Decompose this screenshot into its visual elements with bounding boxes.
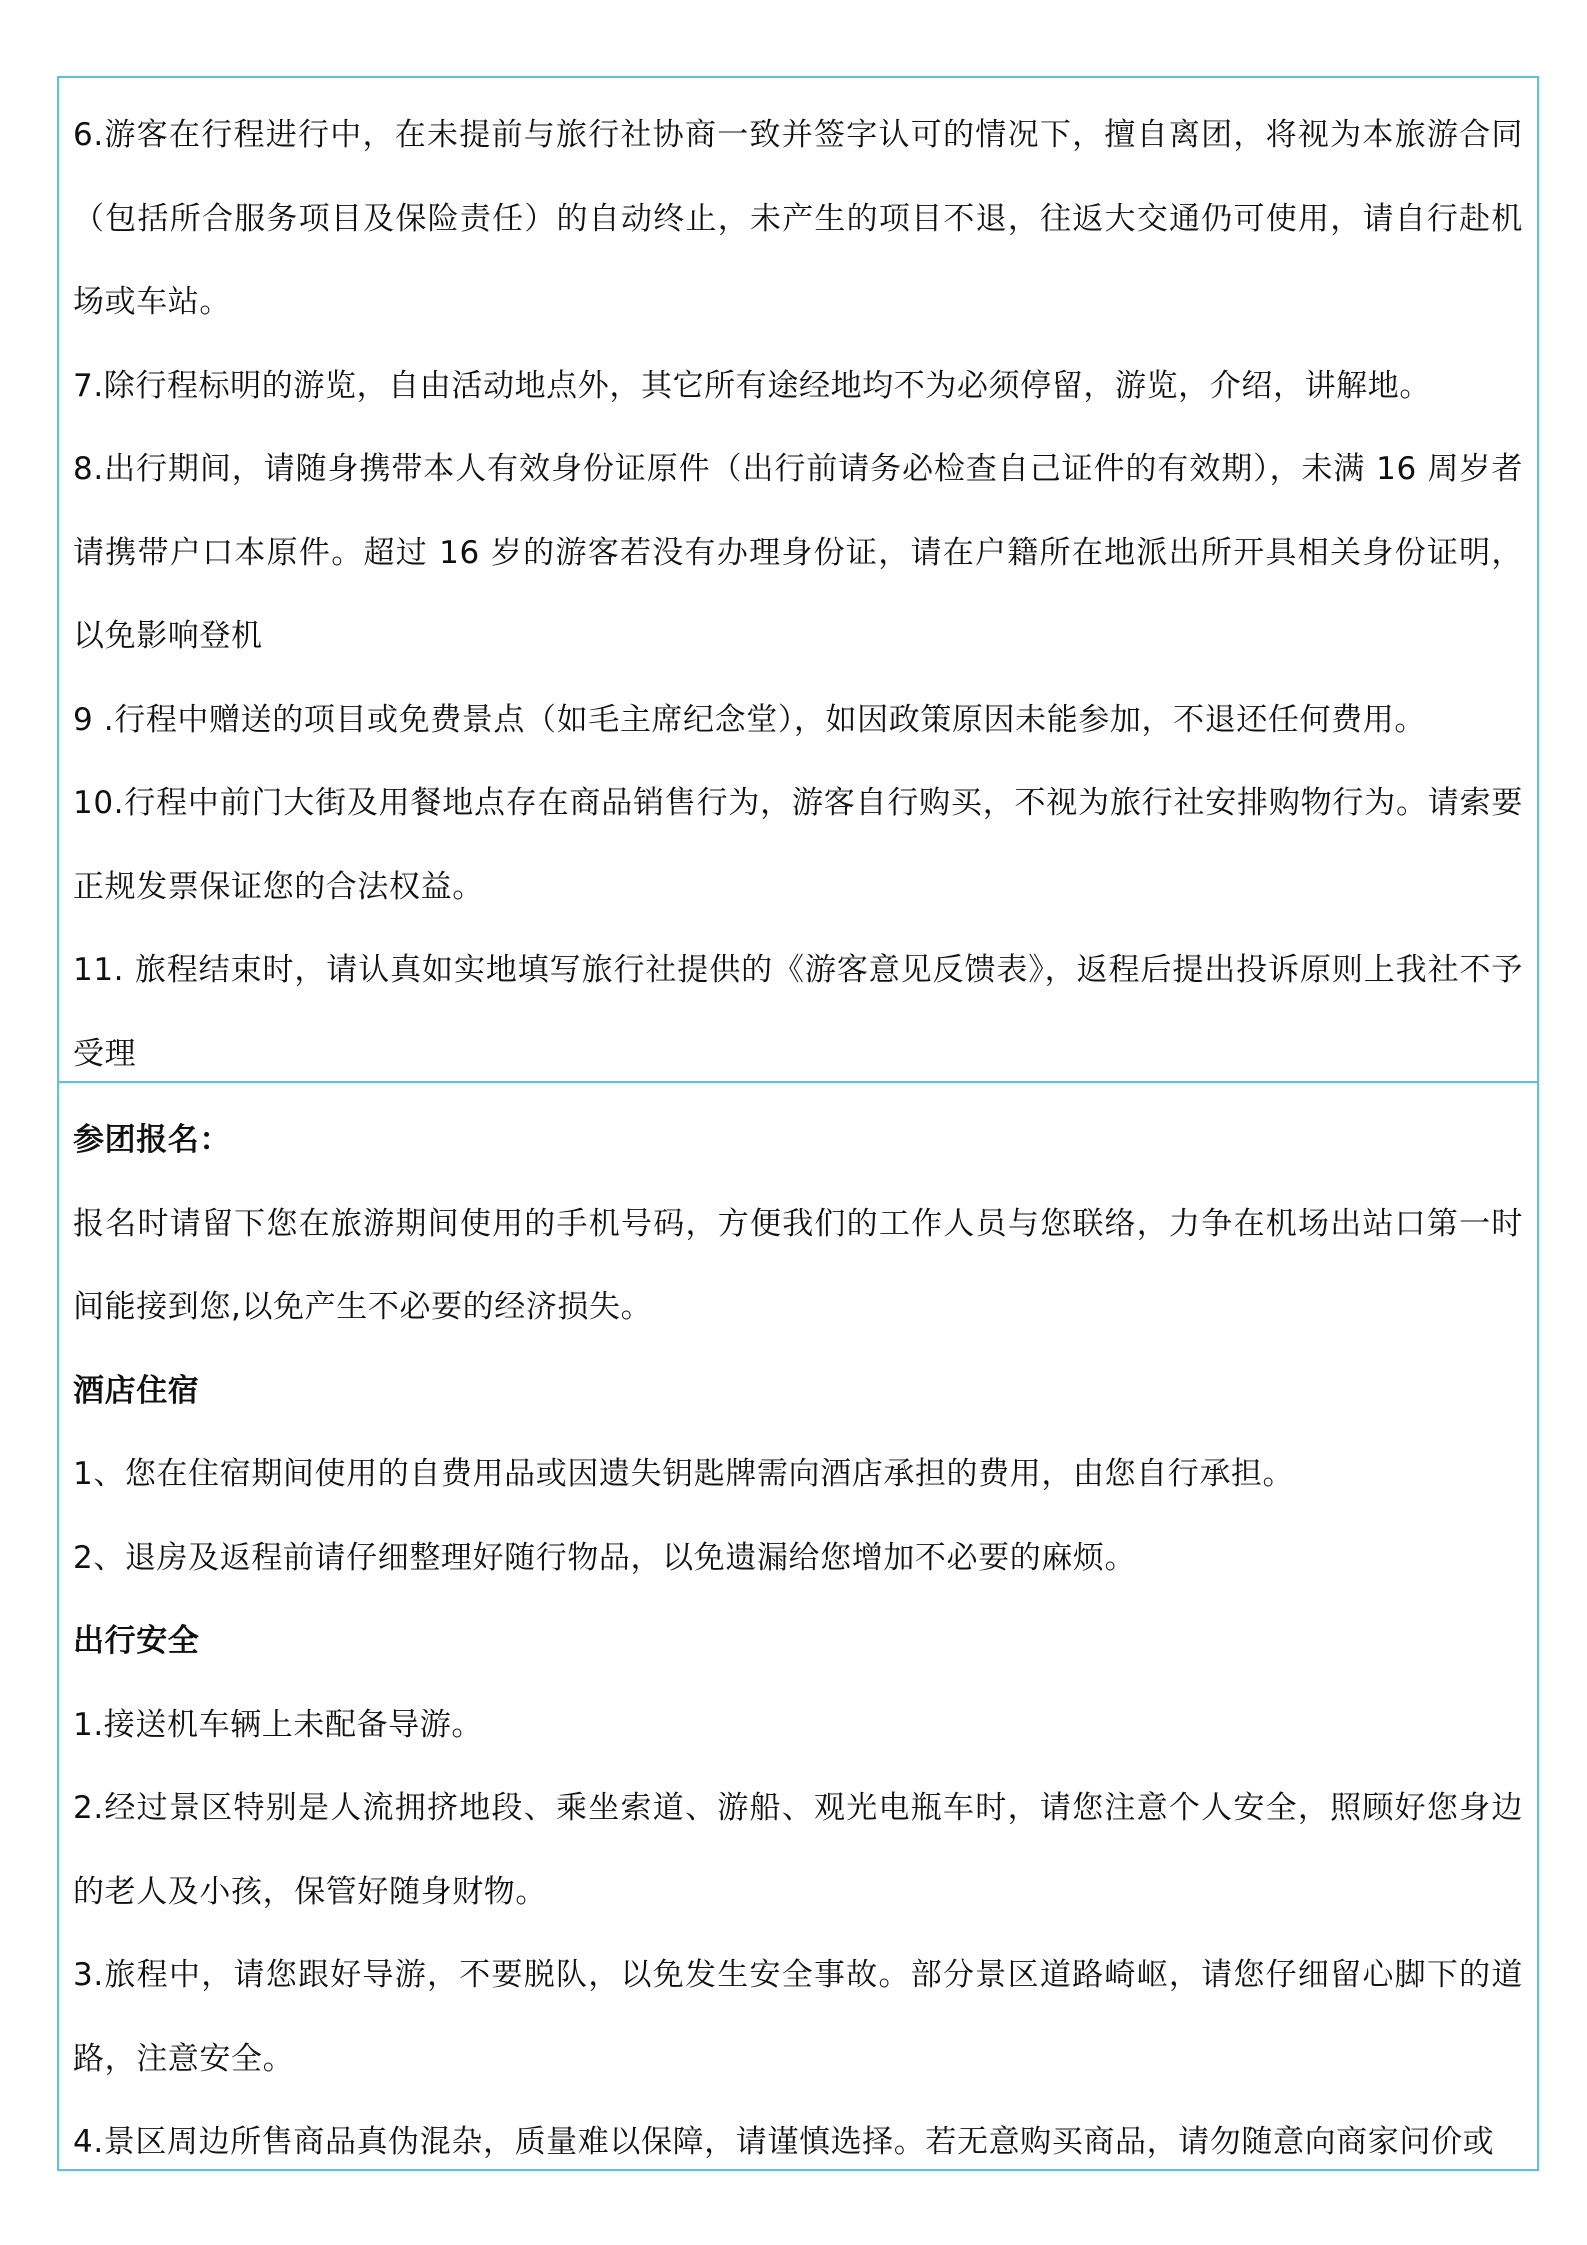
safety-item-4: 4.景区周边所售商品真伪混杂，质量难以保障，请谨慎选择。若无意购买商品，请勿随意向商家问价或 [73, 2124, 1495, 2160]
notes-cell [59, 78, 1537, 1081]
registration-text: 报名时请留下您在旅游期间使用的手机号码，方便我们的工作人员与您联络，力争在机场出站口第一时间能接到您,以免产生不必要的经济损失。 [73, 1205, 1523, 1325]
hotel-item-1: 1、您在住宿期间使用的自费用品或因遗失钥匙牌需向酒店承担的费用，由您自行承担。 [73, 1456, 1295, 1492]
note-item-11: 11. 旅程结束时，请认真如实地填写旅行社提供的《游客意见反馈表》，返程后提出投诉原则上我社不予受理 [73, 952, 1523, 1072]
guidelines-cell [59, 1083, 1537, 2169]
note-item-9: 9 .行程中赠送的项目或免费景点（如毛主席纪念堂），如因政策原因未能参加，不退还任何费用。 [73, 701, 1426, 738]
note-item-6: 6.游客在行程进行中，在未提前与旅行社协商一致并签字认可的情况下，擅自离团，将视为本旅游合同（包括所合服务项目及保险责任）的自动终止，未产生的项目不退，往返大交通仍可使用，请自行赴机场或车站。 [73, 117, 1523, 320]
safety-item-1: 1.接送机车辆上未配备导游。 [73, 1706, 483, 1743]
safety-heading: 出行安全 [73, 1623, 200, 1659]
hotel-item-2: 2、退房及返程前请仔细整理好随行物品，以免遗漏给您增加不必要的麻烦。 [73, 1539, 1137, 1576]
safety-item-2: 2.经过景区特别是人流拥挤地段、乘坐索道、游船、观光电瓶车时，请您注意个人安全，照顾好您身边的老人及小孩，保管好随身财物。 [73, 1790, 1523, 1910]
note-item-8: 8.出行期间，请随身携带本人有效身份证原件（出行前请务必检查自己证件的有效期），未满 16 周岁者请携带户口本原件。超过 16 岁的游客若没有办理身份证，请在户籍所在地派出所开具相关身份证明，以免影响登机 [73, 451, 1523, 654]
hotel-heading: 酒店住宿 [73, 1372, 200, 1409]
notice-table [57, 76, 1539, 2171]
note-item-10: 10.行程中前门大街及用餐地点存在商品销售行为，游客自行购买，不视为旅行社安排购物行为。请索要正规发票保证您的合法权益。 [73, 785, 1523, 905]
safety-item-3: 3.旅程中，请您跟好导游，不要脱队，以免发生安全事故。部分景区道路崎岖，请您仔细留心脚下的道路，注意安全。 [73, 1957, 1523, 2077]
note-item-7: 7.除行程标明的游览，自由活动地点外，其它所有途经地均不为必须停留，游览，介绍，讲解地。 [73, 367, 1431, 404]
registration-heading: 参团报名： [73, 1122, 231, 1158]
